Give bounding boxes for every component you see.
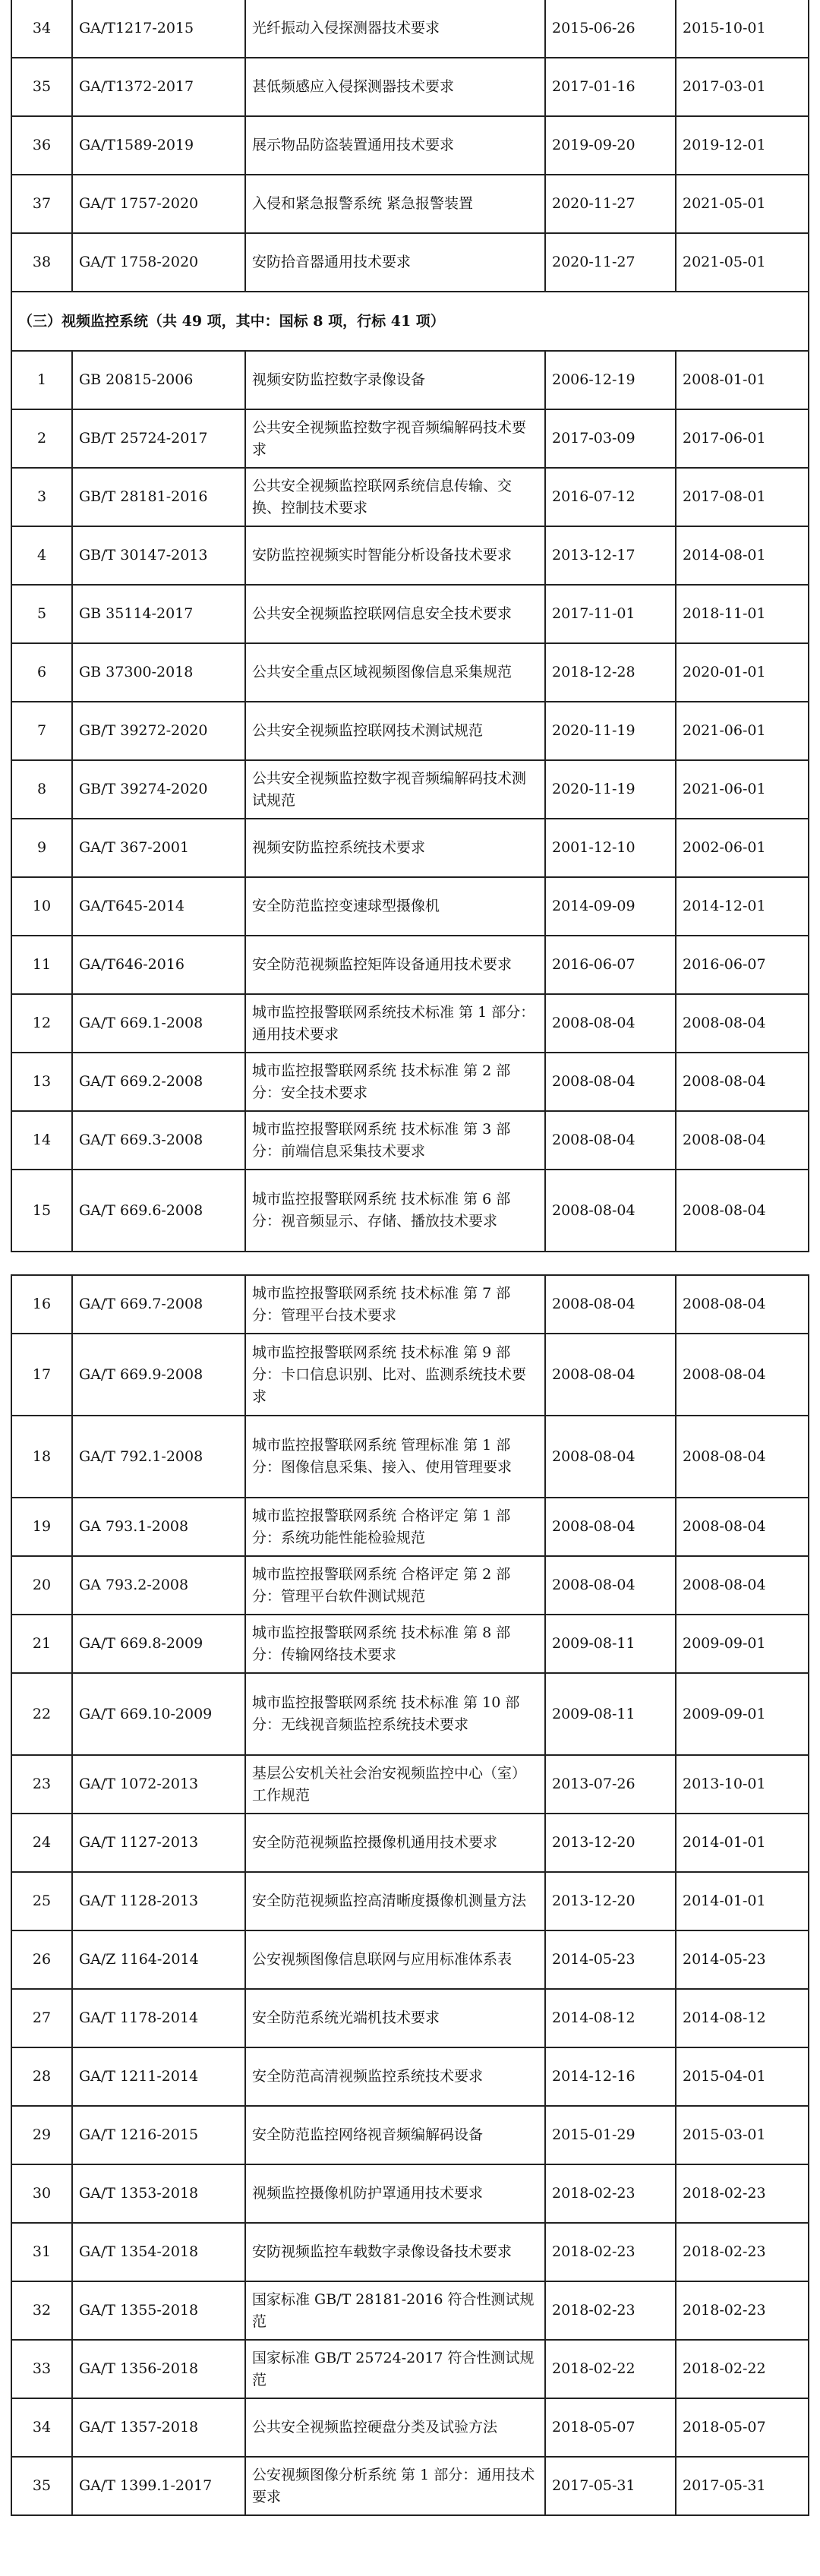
row-number: 35 <box>11 2457 72 2515</box>
publish-date: 2008-08-04 <box>545 1170 676 1252</box>
standard-name: 公安视频图像信息联网与应用标准体系表 <box>245 1930 545 1989</box>
table-row <box>11 175 809 233</box>
row-number: 12 <box>11 994 72 1053</box>
publish-date: 2018-02-23 <box>545 2223 676 2281</box>
standard-name: 公共安全视频监控硬盘分类及试验方法 <box>245 2398 545 2457</box>
row-number: 18 <box>11 1416 72 1498</box>
table-row <box>11 1498 809 1556</box>
effective-date: 2008-08-04 <box>676 1556 809 1615</box>
standard-code: GA/T 1128-2013 <box>72 1872 245 1930</box>
standard-name: 视频安防监控数字录像设备 <box>245 351 545 409</box>
standard-name: 公共安全视频监控联网信息安全技术要求 <box>245 585 545 643</box>
publish-date: 2017-11-01 <box>545 585 676 643</box>
publish-date: 2008-08-04 <box>545 1053 676 1111</box>
effective-date: 2021-06-01 <box>676 760 809 819</box>
effective-date: 2009-09-01 <box>676 1673 809 1755</box>
row-number: 32 <box>11 2281 72 2340</box>
effective-date: 2021-05-01 <box>676 233 809 292</box>
row-number: 24 <box>11 1814 72 1872</box>
standard-code: GA/T 669.2-2008 <box>72 1053 245 1111</box>
table-row <box>11 468 809 526</box>
row-number: 26 <box>11 1930 72 1989</box>
row-number: 4 <box>11 526 72 585</box>
table-row <box>11 1989 809 2047</box>
standards-table-part-1 <box>11 0 809 1252</box>
table-row <box>11 994 809 1053</box>
table-row <box>11 936 809 994</box>
row-number: 30 <box>11 2164 72 2223</box>
effective-date: 2014-05-23 <box>676 1930 809 1989</box>
table-row <box>11 585 809 643</box>
row-number: 13 <box>11 1053 72 1111</box>
standard-name: 公共安全视频监控数字视音频编解码技术要求 <box>245 409 545 468</box>
row-number: 6 <box>11 643 72 702</box>
effective-date: 2018-02-23 <box>676 2164 809 2223</box>
standard-name: 城市监控报警联网系统 技术标准 第 2 部分：安全技术要求 <box>245 1053 545 1111</box>
standard-code: GA/T 1757-2020 <box>72 175 245 233</box>
publish-date: 2014-09-09 <box>545 877 676 936</box>
table-body-continued <box>11 1275 809 2515</box>
effective-date: 2018-02-22 <box>676 2340 809 2398</box>
section-title: （三）视频监控系统（共 49 项，其中：国标 8 项，行标 41 项） <box>11 292 809 351</box>
row-number: 29 <box>11 2106 72 2164</box>
standard-code: GA/T 1399.1-2017 <box>72 2457 245 2515</box>
row-number: 38 <box>11 233 72 292</box>
standard-name: 城市监控报警联网系统 技术标准 第 6 部分：视音频显示、存储、播放技术要求 <box>245 1170 545 1252</box>
publish-date: 2008-08-04 <box>545 1111 676 1170</box>
effective-date: 2008-08-04 <box>676 1053 809 1111</box>
effective-date: 2019-12-01 <box>676 116 809 175</box>
section-header-row <box>11 292 809 351</box>
publish-date: 2008-08-04 <box>545 1275 676 1334</box>
publish-date: 2009-08-11 <box>545 1615 676 1673</box>
standards-table-part-2 <box>11 1274 809 2516</box>
effective-date: 2014-12-01 <box>676 877 809 936</box>
standard-code: GA/T 669.7-2008 <box>72 1275 245 1334</box>
effective-date: 2013-10-01 <box>676 1755 809 1814</box>
table-row <box>11 1170 809 1252</box>
effective-date: 2017-03-01 <box>676 58 809 116</box>
row-number: 34 <box>11 2398 72 2457</box>
effective-date: 2015-04-01 <box>676 2047 809 2106</box>
publish-date: 2017-03-09 <box>545 409 676 468</box>
effective-date: 2008-08-04 <box>676 1275 809 1334</box>
effective-date: 2008-01-01 <box>676 351 809 409</box>
publish-date: 2020-11-27 <box>545 233 676 292</box>
standard-code: GA/T645-2014 <box>72 877 245 936</box>
table-row <box>11 1872 809 1930</box>
publish-date: 2019-09-20 <box>545 116 676 175</box>
standard-name: 城市监控报警联网系统 技术标准 第 10 部分：无线视音频监控系统技术要求 <box>245 1673 545 1755</box>
row-number: 34 <box>11 0 72 58</box>
publish-date: 2020-11-19 <box>545 702 676 760</box>
row-number: 7 <box>11 702 72 760</box>
standard-name: 安全防范视频监控矩阵设备通用技术要求 <box>245 936 545 994</box>
standard-code: GA/T 1127-2013 <box>72 1814 245 1872</box>
standard-code: GB/T 28181-2016 <box>72 468 245 526</box>
table-body-top <box>11 0 809 1252</box>
standard-name: 安防监控视频实时智能分析设备技术要求 <box>245 526 545 585</box>
publish-date: 2014-05-23 <box>545 1930 676 1989</box>
standard-code: GA/T 1178-2014 <box>72 1989 245 2047</box>
standard-name: 安防视频监控车载数字录像设备技术要求 <box>245 2223 545 2281</box>
standard-name: 城市监控报警联网系统 合格评定 第 1 部分：系统功能性能检验规范 <box>245 1498 545 1556</box>
row-number: 16 <box>11 1275 72 1334</box>
table-row <box>11 409 809 468</box>
publish-date: 2017-05-31 <box>545 2457 676 2515</box>
row-number: 36 <box>11 116 72 175</box>
row-number: 20 <box>11 1556 72 1615</box>
effective-date: 2014-01-01 <box>676 1872 809 1930</box>
standard-name: 安全防范视频监控摄像机通用技术要求 <box>245 1814 545 1872</box>
standard-code: GA/T 669.3-2008 <box>72 1111 245 1170</box>
table-row <box>11 2047 809 2106</box>
table-row <box>11 1755 809 1814</box>
effective-date: 2008-08-04 <box>676 1334 809 1416</box>
standard-name: 安全防范高清视频监控系统技术要求 <box>245 2047 545 2106</box>
standard-code: GB/T 39272-2020 <box>72 702 245 760</box>
row-number: 8 <box>11 760 72 819</box>
table-row <box>11 2457 809 2515</box>
table-row <box>11 2398 809 2457</box>
standard-code: GA/T 1216-2015 <box>72 2106 245 2164</box>
effective-date: 2008-08-04 <box>676 994 809 1053</box>
publish-date: 2001-12-10 <box>545 819 676 877</box>
table-row <box>11 643 809 702</box>
publish-date: 2008-08-04 <box>545 1334 676 1416</box>
standard-code: GA/T646-2016 <box>72 936 245 994</box>
table-row <box>11 1275 809 1334</box>
table-row <box>11 2106 809 2164</box>
effective-date: 2008-08-04 <box>676 1170 809 1252</box>
effective-date: 2017-08-01 <box>676 468 809 526</box>
row-number: 5 <box>11 585 72 643</box>
standard-code: GA/T 669.10-2009 <box>72 1673 245 1755</box>
standard-name: 城市监控报警联网系统 技术标准 第 9 部分：卡口信息识别、比对、监测系统技术要求 <box>245 1334 545 1416</box>
publish-date: 2018-12-28 <box>545 643 676 702</box>
standard-name: 城市监控报警联网系统 管理标准 第 1 部分：图像信息采集、接入、使用管理要求 <box>245 1416 545 1498</box>
standard-name: 公共安全视频监控数字视音频编解码技术测试规范 <box>245 760 545 819</box>
row-number: 1 <box>11 351 72 409</box>
effective-date: 2020-01-01 <box>676 643 809 702</box>
standard-name: 视频安防监控系统技术要求 <box>245 819 545 877</box>
effective-date: 2021-06-01 <box>676 702 809 760</box>
effective-date: 2008-08-04 <box>676 1416 809 1498</box>
publish-date: 2008-08-04 <box>545 1556 676 1615</box>
standard-code: GA/T 1353-2018 <box>72 2164 245 2223</box>
publish-date: 2018-02-23 <box>545 2281 676 2340</box>
publish-date: 2016-06-07 <box>545 936 676 994</box>
standard-name: 城市监控报警联网系统技术标准 第 1 部分：通用技术要求 <box>245 994 545 1053</box>
standard-code: GA/T 1357-2018 <box>72 2398 245 2457</box>
effective-date: 2018-11-01 <box>676 585 809 643</box>
standard-name: 安全防范系统光端机技术要求 <box>245 1989 545 2047</box>
standard-code: GA/T1589-2019 <box>72 116 245 175</box>
standard-code: GA/T1217-2015 <box>72 0 245 58</box>
standard-name: 甚低频感应入侵探测器技术要求 <box>245 58 545 116</box>
standard-name: 城市监控报警联网系统 合格评定 第 2 部分：管理平台软件测试规范 <box>245 1556 545 1615</box>
standard-code: GA/T 1072-2013 <box>72 1755 245 1814</box>
effective-date: 2018-05-07 <box>676 2398 809 2457</box>
table-row <box>11 1814 809 1872</box>
table-row <box>11 58 809 116</box>
table-row <box>11 877 809 936</box>
standard-code: GA/T 1211-2014 <box>72 2047 245 2106</box>
standard-code: GA/T 1354-2018 <box>72 2223 245 2281</box>
effective-date: 2008-08-04 <box>676 1498 809 1556</box>
table-row <box>11 2281 809 2340</box>
standard-code: GA/T 669.9-2008 <box>72 1334 245 1416</box>
standard-name: 国家标准 GB/T 28181-2016 符合性测试规范 <box>245 2281 545 2340</box>
row-number: 23 <box>11 1755 72 1814</box>
standard-name: 城市监控报警联网系统 技术标准 第 8 部分：传输网络技术要求 <box>245 1615 545 1673</box>
standard-name: 基层公安机关社会治安视频监控中心（室）工作规范 <box>245 1755 545 1814</box>
publish-date: 2020-11-27 <box>545 175 676 233</box>
standard-name: 展示物品防盗装置通用技术要求 <box>245 116 545 175</box>
row-number: 27 <box>11 1989 72 2047</box>
effective-date: 2021-05-01 <box>676 175 809 233</box>
standard-name: 安全防范视频监控高清晰度摄像机测量方法 <box>245 1872 545 1930</box>
table-row <box>11 2340 809 2398</box>
table-row <box>11 1416 809 1498</box>
row-number: 10 <box>11 877 72 936</box>
standard-code: GA/T1372-2017 <box>72 58 245 116</box>
standard-code: GA/T 367-2001 <box>72 819 245 877</box>
standard-code: GA/T 1758-2020 <box>72 233 245 292</box>
row-number: 2 <box>11 409 72 468</box>
standard-name: 安防拾音器通用技术要求 <box>245 233 545 292</box>
standard-name: 视频监控摄像机防护罩通用技术要求 <box>245 2164 545 2223</box>
publish-date: 2015-01-29 <box>545 2106 676 2164</box>
publish-date: 2013-12-20 <box>545 1814 676 1872</box>
effective-date: 2014-01-01 <box>676 1814 809 1872</box>
standard-code: GA/T 1355-2018 <box>72 2281 245 2340</box>
row-number: 17 <box>11 1334 72 1416</box>
row-number: 14 <box>11 1111 72 1170</box>
publish-date: 2009-08-11 <box>545 1673 676 1755</box>
effective-date: 2018-02-23 <box>676 2281 809 2340</box>
publish-date: 2008-08-04 <box>545 1498 676 1556</box>
standard-name: 公共安全视频监控联网技术测试规范 <box>245 702 545 760</box>
effective-date: 2002-06-01 <box>676 819 809 877</box>
table-row <box>11 2164 809 2223</box>
standard-code: GA/T 669.8-2009 <box>72 1615 245 1673</box>
row-number: 31 <box>11 2223 72 2281</box>
effective-date: 2016-06-07 <box>676 936 809 994</box>
table-row <box>11 351 809 409</box>
publish-date: 2018-05-07 <box>545 2398 676 2457</box>
row-number: 28 <box>11 2047 72 2106</box>
standard-code: GB/T 25724-2017 <box>72 409 245 468</box>
table-row <box>11 1053 809 1111</box>
publish-date: 2013-12-17 <box>545 526 676 585</box>
publish-date: 2013-07-26 <box>545 1755 676 1814</box>
standard-name: 公共安全重点区域视频图像信息采集规范 <box>245 643 545 702</box>
table-row <box>11 760 809 819</box>
publish-date: 2018-02-23 <box>545 2164 676 2223</box>
table-row <box>11 233 809 292</box>
standard-code: GA/Z 1164-2014 <box>72 1930 245 1989</box>
standard-code: GA 793.2-2008 <box>72 1556 245 1615</box>
standard-code: GA/T 669.6-2008 <box>72 1170 245 1252</box>
table-row <box>11 1930 809 1989</box>
table-row <box>11 116 809 175</box>
row-number: 21 <box>11 1615 72 1673</box>
standard-code: GB/T 30147-2013 <box>72 526 245 585</box>
publish-date: 2013-12-20 <box>545 1872 676 1930</box>
table-row <box>11 1334 809 1416</box>
publish-date: 2017-01-16 <box>545 58 676 116</box>
table-row <box>11 0 809 58</box>
effective-date: 2015-03-01 <box>676 2106 809 2164</box>
table-row <box>11 1556 809 1615</box>
table-row <box>11 1111 809 1170</box>
publish-date: 2014-12-16 <box>545 2047 676 2106</box>
table-row <box>11 819 809 877</box>
row-number: 15 <box>11 1170 72 1252</box>
effective-date: 2014-08-12 <box>676 1989 809 2047</box>
effective-date: 2015-10-01 <box>676 0 809 58</box>
table-row <box>11 526 809 585</box>
standard-name: 城市监控报警联网系统 技术标准 第 7 部分：管理平台技术要求 <box>245 1275 545 1334</box>
row-number: 11 <box>11 936 72 994</box>
effective-date: 2017-06-01 <box>676 409 809 468</box>
publish-date: 2020-11-19 <box>545 760 676 819</box>
publish-date: 2008-08-04 <box>545 994 676 1053</box>
row-number: 25 <box>11 1872 72 1930</box>
row-number: 3 <box>11 468 72 526</box>
standard-code: GA/T 792.1-2008 <box>72 1416 245 1498</box>
publish-date: 2014-08-12 <box>545 1989 676 2047</box>
effective-date: 2009-09-01 <box>676 1615 809 1673</box>
standard-code: GA/T 1356-2018 <box>72 2340 245 2398</box>
standard-code: GB 20815-2006 <box>72 351 245 409</box>
standard-name: 公共安全视频监控联网系统信息传输、交换、控制技术要求 <box>245 468 545 526</box>
row-number: 33 <box>11 2340 72 2398</box>
row-number: 22 <box>11 1673 72 1755</box>
standard-name: 安全防范监控变速球型摄像机 <box>245 877 545 936</box>
publish-date: 2018-02-22 <box>545 2340 676 2398</box>
publish-date: 2008-08-04 <box>545 1416 676 1498</box>
standard-name: 国家标准 GB/T 25724-2017 符合性测试规范 <box>245 2340 545 2398</box>
standard-code: GB/T 39274-2020 <box>72 760 245 819</box>
row-number: 35 <box>11 58 72 116</box>
standard-code: GB 37300-2018 <box>72 643 245 702</box>
publish-date: 2015-06-26 <box>545 0 676 58</box>
row-number: 9 <box>11 819 72 877</box>
effective-date: 2008-08-04 <box>676 1111 809 1170</box>
standard-code: GA/T 669.1-2008 <box>72 994 245 1053</box>
table-row <box>11 1615 809 1673</box>
effective-date: 2014-08-01 <box>676 526 809 585</box>
effective-date: 2018-02-23 <box>676 2223 809 2281</box>
standard-name: 公安视频图像分析系统 第 1 部分：通用技术要求 <box>245 2457 545 2515</box>
standard-name: 入侵和紧急报警系统 紧急报警装置 <box>245 175 545 233</box>
standard-name: 安全防范监控网络视音频编解码设备 <box>245 2106 545 2164</box>
row-number: 37 <box>11 175 72 233</box>
row-number: 19 <box>11 1498 72 1556</box>
standard-code: GA 793.1-2008 <box>72 1498 245 1556</box>
publish-date: 2006-12-19 <box>545 351 676 409</box>
table-row <box>11 702 809 760</box>
effective-date: 2017-05-31 <box>676 2457 809 2515</box>
table-row <box>11 1673 809 1755</box>
table-row <box>11 2223 809 2281</box>
standard-code: GB 35114-2017 <box>72 585 245 643</box>
publish-date: 2016-07-12 <box>545 468 676 526</box>
standard-name: 城市监控报警联网系统 技术标准 第 3 部分：前端信息采集技术要求 <box>245 1111 545 1170</box>
standard-name: 光纤振动入侵探测器技术要求 <box>245 0 545 58</box>
